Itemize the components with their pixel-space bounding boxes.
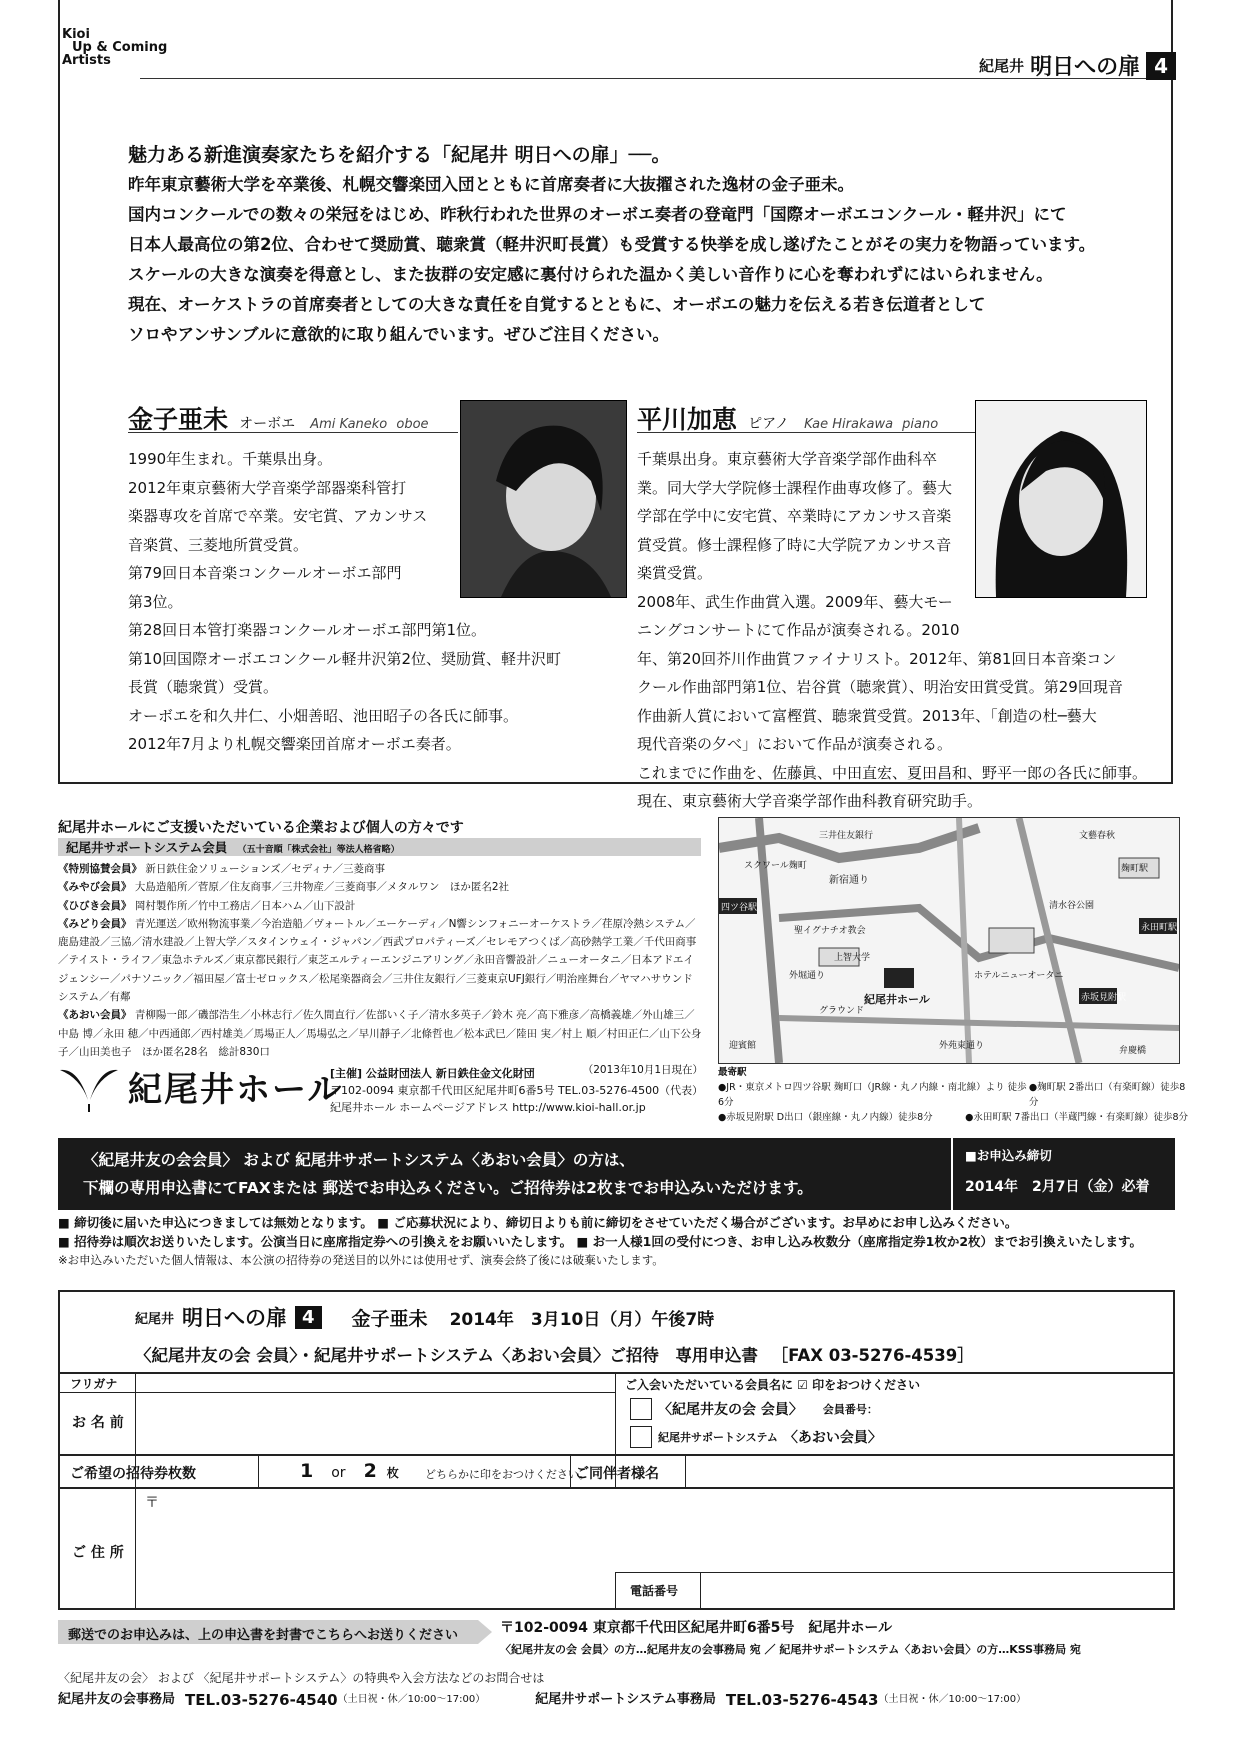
bio-line: 楽賞受賞。 <box>637 564 713 582</box>
intro-line: 国内コンクールでの数々の栄冠をはじめ、昨秋行われた世界のオーボエ奏者の登竜門「国際オーボエコンクール・軽井沢」にて <box>128 205 1067 224</box>
form-rule <box>685 1454 686 1487</box>
footer-office1: 紀尾井友の会事務局 <box>58 1692 176 1707</box>
support-date-note: （2013年10月1日現在） <box>582 1064 703 1077</box>
intro-text <box>128 140 1138 350</box>
support-title: 紀尾井ホールにご支援いただいている企業および個人の方々です <box>58 820 464 836</box>
map-label: 四ツ谷駅 <box>721 903 758 913</box>
member-option-tomonokai[interactable] <box>630 1398 878 1420</box>
map-label: 紀尾井ホール <box>864 993 930 1006</box>
support-group <box>58 860 703 878</box>
footer-tel2[interactable]: TEL.03-5276-4543 <box>725 1691 879 1709</box>
name-field[interactable] <box>140 1394 610 1452</box>
intro-lead: 魅力ある新進演奏家たちを紹介する「紀尾井 明日への扉」──。 <box>128 144 671 166</box>
intro-line: ソロやアンサンブルに意欲的に取り組んでいます。ぜひご注目ください。 <box>128 325 670 344</box>
support-group-label: 《特別協賛会員》 <box>58 863 142 875</box>
form-rule <box>60 1392 615 1393</box>
bio-line: 現代音楽の夕べ」において作品が演奏される。 <box>637 735 953 753</box>
tickets-unit: 枚 <box>386 1466 399 1480</box>
support-group-text: 青光運送／欧州物流事業／今治造船／ヴォートル／エーケーディ／N響シンフォニーオーケストラ／荏原冷熱システム／鹿島建設／三協／清水建設／上智大学／スタインウェイ・ジャパン／西武プロパティーズ／セレモアつくば／高砂熱学工業／千代田商事／テイスト・ライフ／東急ホテルズ／東京都民銀行／東芝エルティーエンジニアリング／永田音響設計／ニューオータニ／日本アドエイジェンシー／パナソニック／福田屋／富士ゼロックス／松尾楽器商会／三井住友銀行／三菱東京UFJ銀行／明治座舞台／ヤマハサウンドシステム／有鄰 <box>58 917 697 1004</box>
hall-url[interactable]: 紀尾井ホール ホームページアドレス http://www.kioi-hall.or.jp <box>330 1101 646 1114</box>
address-field[interactable] <box>140 1490 1170 1570</box>
bio-line: 第79回日本音楽コンクールオーボエ部門 <box>128 564 402 582</box>
tickets-or: or <box>331 1465 346 1481</box>
map-label: 外苑東通り <box>939 1041 985 1051</box>
access-title: 最寄駅 <box>718 1067 747 1078</box>
map-label: 聖イグナチオ教会 <box>794 926 866 936</box>
logo-line-1: Kioi <box>62 27 90 42</box>
form-artist: 金子亜未 <box>351 1307 428 1330</box>
form-series-number: 4 <box>295 1306 322 1329</box>
artist-bio-hirakawa <box>637 445 1157 816</box>
map-label: 弁慶橋 <box>1119 1046 1147 1056</box>
support-group <box>58 878 703 896</box>
tickets-two[interactable]: 2 <box>363 1460 377 1482</box>
footer-tel1[interactable]: TEL.03-5276-4540 <box>185 1691 338 1709</box>
support-group-label: 《あおい会員》 <box>58 1009 132 1022</box>
access-map <box>718 817 1180 1064</box>
artist-header-hirakawa <box>637 400 938 436</box>
form-rule <box>60 1487 1173 1489</box>
member-prompt: ご入会いただいている会員名に ☑ 印をおつけください <box>625 1378 920 1392</box>
phone-label: 電話番号 <box>630 1584 679 1598</box>
application-notes <box>58 1213 1178 1270</box>
map-label: ホテルニューオータニ <box>974 971 1064 981</box>
support-group <box>58 1006 703 1061</box>
footer-line1: 〈紀尾井友の会〉 および 〈紀尾井サポートシステム〉の特典や入会方法などのお問合せは <box>58 1671 545 1685</box>
application-banner <box>58 1138 1175 1210</box>
artist-header-kaneko <box>128 400 429 436</box>
logo-line-3: Artists <box>62 53 111 68</box>
bio-line: 1990年生まれ。千葉県出身。 <box>128 450 333 468</box>
banner-line: 下欄の専用申込書にてFAXまたは 郵送でお申込みください。ご招待券は2枚までお申込みいただけます。 <box>83 1179 813 1197</box>
postal-mark: 〒 <box>145 1495 159 1511</box>
form-series-small: 紀尾井 <box>135 1311 175 1327</box>
map-label: 三井住友銀行 <box>819 831 874 841</box>
form-header <box>135 1302 714 1332</box>
option2-small: 紀尾井サポートシステム <box>658 1431 778 1444</box>
member-option-aoi[interactable] <box>630 1426 882 1448</box>
hall-organizer: [主催] 公益財団法人 新日鉄住金文化財団 <box>330 1067 535 1080</box>
hall-address: 〒102-0094 東京都千代田区紀尾井町6番5号 TEL.03-5276-4500（代表） <box>330 1084 704 1097</box>
form-fax: ［FAX 03-5276-4539］ <box>771 1346 974 1365</box>
series-small-label: 紀尾井 <box>979 57 1025 75</box>
map-label: 麹町駅 <box>1121 864 1149 874</box>
application-form <box>58 1290 1175 1610</box>
footer-office2: 紀尾井サポートシステム事務局 <box>535 1692 716 1707</box>
bio-line: 千葉県出身。東京藝術大学音楽学部作曲科卒 <box>637 450 938 468</box>
access-line: ●永田町駅 7番出口（半蔵門線・有楽町線）徒歩8分 <box>965 1112 1188 1123</box>
leaf-logo-icon <box>58 1060 120 1112</box>
note-line: ■ 締切後に届いた申込につきましては無効となります。 ■ ご応募状況により、締切日よりも前に締切をさせていただく場合がございます。お早めにお申し込みください。 <box>58 1215 1018 1230</box>
map-label: 外堀通り <box>789 971 826 981</box>
bio-line: 年、第20回芥川作曲賞ファイナリスト。2012年、第81回日本音楽コン <box>637 649 1117 668</box>
bio-line: 楽器専攻を首席で卒業。安宅賞、アカンサス <box>128 507 428 525</box>
artist-role-en: oboe <box>396 417 429 432</box>
note-line: ■ 招待券は順次お送りいたします。公演当日に座席指定券への引換えをお願いいたします。 ■ お一人様1回の受付につき、お申し込み枚数分（座席指定券1枚か2枚）までお引換えいたします。 <box>58 1234 1143 1249</box>
mail-addr-line1: 〒102-0094 東京都千代田区紀尾井町6番5号 紀尾井ホール <box>500 1620 893 1636</box>
intro-line: 日本人最高位の第2位、合わせて奨励賞、聴衆賞（軽井沢町長賞）も受賞する快挙を成し遂げたことがその実力を物語っています。 <box>128 235 1096 254</box>
phone-field[interactable] <box>705 1576 1170 1606</box>
bio-line: 第3位。 <box>128 592 183 611</box>
support-group-text: 大島造船所／菅原／住友商事／三井物産／三菱商事／メタルワン ほか匿名2社 <box>134 881 510 894</box>
tickets-label: ご希望の招待券枚数 <box>70 1466 196 1482</box>
deadline-value: 2014年 2月7日（金）必着 <box>965 1179 1150 1195</box>
note-line: ※お申込みいただいた個人情報は、本公演の招待券の発送目的以外には使用せず、演奏会終了後には破棄いたします。 <box>58 1253 664 1267</box>
mail-bar-text: 郵送でのお申込みは、上の申込書を封書でこちらへお送りください <box>68 1628 459 1643</box>
support-bar <box>58 838 701 856</box>
bio-line: クール作曲部門第1位、岩谷賞（聴衆賞）、明治安田賞受賞。第29回現音 <box>637 678 1123 696</box>
artist-name: 金子亜未 <box>128 405 229 434</box>
bio-line: 2008年、武生作曲賞入選。2009年、藝大モー <box>637 592 953 611</box>
banner-text <box>83 1146 813 1202</box>
support-group <box>58 897 703 915</box>
member-no-label: 会員番号： <box>822 1403 878 1416</box>
aoi-checkbox[interactable] <box>630 1426 652 1448</box>
tickets-one[interactable]: 1 <box>300 1460 314 1482</box>
tickets-note: どちらかに印をおつけください。 <box>425 1468 590 1481</box>
form-subtitle-row <box>135 1342 974 1366</box>
bio-line: ニングコンサートにて作品が演奏される。2010 <box>637 621 960 639</box>
artist-bio-kaneko <box>128 445 628 759</box>
footer-hours1: （土日祝・休／10:00〜17:00） <box>337 1694 486 1705</box>
artist-name: 平川加恵 <box>637 405 738 434</box>
series-number: 4 <box>1146 52 1176 80</box>
support-group-text: 青柳陽一郎／磯部浩生／小林志行／佐久間直行／佐部いく子／清水多英子／鈴木 亮／高下雅彦／高橋義雄／外山雄三／中島 博／永田 穂／中西通郎／西村雄美／馬場正人／馬場弘之／早川靜子／北條哲也／松本武巳／陸田 実／村上 順／村田正仁／山下公身子／山田美也子 ほか匿名28名 総計830口 <box>58 1009 702 1058</box>
form-rule <box>135 1372 136 1610</box>
artist-role: ピアノ <box>748 416 789 432</box>
bio-line: 長賞（聴衆賞）受賞。 <box>128 678 279 696</box>
hall-info <box>330 1065 703 1116</box>
bio-line: 作曲新人賞において富樫賞、聴衆賞受賞。2013年、「創造の杜─藝大 <box>637 706 1097 725</box>
map-label: 上智大学 <box>834 953 871 963</box>
map-label: グラウンド <box>819 1006 865 1016</box>
support-group <box>58 915 703 1006</box>
support-bar-label: 紀尾井サポートシステム会員 <box>66 840 228 855</box>
deadline-box <box>951 1138 1175 1210</box>
mail-bar <box>58 1620 478 1644</box>
bio-line: 音楽賞、三菱地所賞受賞。 <box>128 535 309 554</box>
artist-name-en: Ami Kaneko <box>310 417 388 432</box>
support-group-label: 《みどり会員》 <box>58 917 132 930</box>
bio-line: 第28回日本管打楽器コンクールオーボエ部門第1位。 <box>128 621 487 639</box>
form-rule <box>60 1454 1173 1456</box>
map-label: 迎賓館 <box>729 1041 757 1051</box>
option2-label: 〈あおい会員〉 <box>783 1430 882 1446</box>
series-title: 明日への扉 <box>1030 55 1141 80</box>
access-line: ●麹町駅 2番出口（有楽町線）徒歩8分 <box>1028 1082 1186 1108</box>
mail-addr-line2: 〈紀尾井友の会 会員〉の方…紀尾井友の会事務局 宛 ／ 紀尾井サポートシステム〈あおい会員〉の方…KSS事務局 宛 <box>500 1643 1081 1656</box>
bio-line: これまでに作曲を、佐藤眞、中田直宏、夏田昌和、野平一郎の各氏に師事。 <box>637 763 1148 782</box>
option1-label: 〈紀尾井友の会 会員〉 <box>658 1402 803 1418</box>
map-label: 永田町駅 <box>1141 923 1178 933</box>
artist-name-en: Kae Hirakawa <box>804 417 894 432</box>
bio-line: 賞受賞。修士課程修了時に大学院アカンサス音 <box>637 535 952 554</box>
support-group-label: 《みやび会員》 <box>58 881 132 894</box>
hall-logo <box>58 1060 343 1112</box>
series-header <box>979 50 1176 81</box>
access-line: ●赤坂見附駅 D出口（銀座線・丸ノ内線）徒歩8分 <box>718 1112 933 1123</box>
hall-name: 紀尾井ホール <box>128 1069 344 1110</box>
support-list <box>58 860 703 1080</box>
map-access-notes <box>718 1065 1188 1125</box>
form-subtitle: 〈紀尾井友の会 会員〉・紀尾井サポートシステム〈あおい会員〉ご招待 専用申込書 <box>135 1346 758 1365</box>
form-series-title: 明日への扉 <box>182 1306 288 1330</box>
artist-rule <box>637 432 982 433</box>
artist-rule <box>128 432 458 433</box>
intro-line: 現在、オーケストラの首席奏者としての大きな責任を自覚するとともに、オーボエの魅力を伝える若き伝道者として <box>128 295 986 314</box>
map-label: 新宿通り <box>829 875 869 886</box>
mail-address <box>500 1617 1081 1661</box>
furigana-field[interactable] <box>140 1374 610 1391</box>
tomonokai-checkbox[interactable] <box>630 1398 652 1420</box>
intro-line: 昨年東京藝術大学を卒業後、札幌交響楽団入団とともに首席奏者に大抜擢された逸材の金子亜未。 <box>128 175 854 194</box>
bio-line: 現在、東京藝術大学音楽学部作曲科教育研究助手。 <box>637 792 983 810</box>
artist-role-en: piano <box>902 417 939 432</box>
bio-line: 業。同大学大学院修士課程作曲専攻修了。藝大 <box>637 478 953 497</box>
address-label: ご 住 所 <box>72 1545 124 1561</box>
bio-line: オーボエを和久井仁、小畑善昭、池田昭子の各氏に師事。 <box>128 706 519 725</box>
support-group-text: 岡村製作所／竹中工務店／日本ハム／山下設計 <box>134 899 356 912</box>
support-bar-note: （五十音順「株式会社」等法人格省略） <box>237 845 400 855</box>
form-rule <box>700 1572 701 1610</box>
tickets-choice[interactable] <box>300 1460 399 1482</box>
bio-line: 第10回国際オーボエコンクール軽井沢第2位、奨励賞、軽井沢町 <box>128 649 562 668</box>
footer <box>58 1667 1188 1711</box>
bio-line: 2012年東京藝術大学音楽学部器楽科管打 <box>128 478 407 497</box>
map-drawing <box>719 818 1179 1063</box>
form-date: 2014年 3月10日（月）午後7時 <box>449 1309 715 1330</box>
arrow-right-icon <box>478 1620 492 1644</box>
map-label: 文藝春秋 <box>1079 831 1116 841</box>
logo-line-2: Up & Coming <box>72 40 168 55</box>
companion-label: ご同伴者様名 <box>575 1466 659 1482</box>
furigana-label: フリガナ <box>70 1377 118 1391</box>
support-group-label: 《ひびき会員》 <box>58 899 132 912</box>
bio-line: 学部在学中に安宅賞、卒業時にアカンサス音楽 <box>637 507 952 525</box>
access-line: ●JR・東京メトロ四ツ谷駅 麹町口（JR線・丸ノ内線・南北線）より 徒歩6分 <box>718 1082 1027 1108</box>
artist-role: オーボエ <box>239 416 296 432</box>
companion-field[interactable] <box>690 1457 1170 1485</box>
form-rule <box>615 1572 616 1610</box>
support-group-text: 新日鉄住金ソリューションズ／セディナ／三菱商事 <box>145 863 385 875</box>
banner-line: 〈紀尾井友の会会員〉 および 紀尾井サポートシステム〈あおい会員〉の方は、 <box>83 1151 635 1169</box>
map-label: 清水谷公園 <box>1049 901 1095 911</box>
footer-contacts <box>58 1689 1188 1711</box>
footer-hours2: （土日祝・休／10:00〜17:00） <box>878 1694 1027 1705</box>
map-label: スクワール麹町 <box>744 861 807 871</box>
bio-line: 2012年7月より札幌交響楽団首席オーボエ奏者。 <box>128 735 461 753</box>
deadline-label: ■お申込み締切 <box>965 1148 1052 1163</box>
form-rule <box>615 1572 1175 1573</box>
intro-line: スケールの大きな演奏を得意とし、また抜群の安定感に裏付けられた温かく美しい音作りに心を奪われずにはいられません。 <box>128 265 1053 284</box>
kioi-upcoming-logo <box>62 28 167 67</box>
map-label: 赤坂見附駅 <box>1081 993 1127 1003</box>
name-label: お 名 前 <box>72 1415 124 1431</box>
form-rule <box>258 1454 259 1487</box>
